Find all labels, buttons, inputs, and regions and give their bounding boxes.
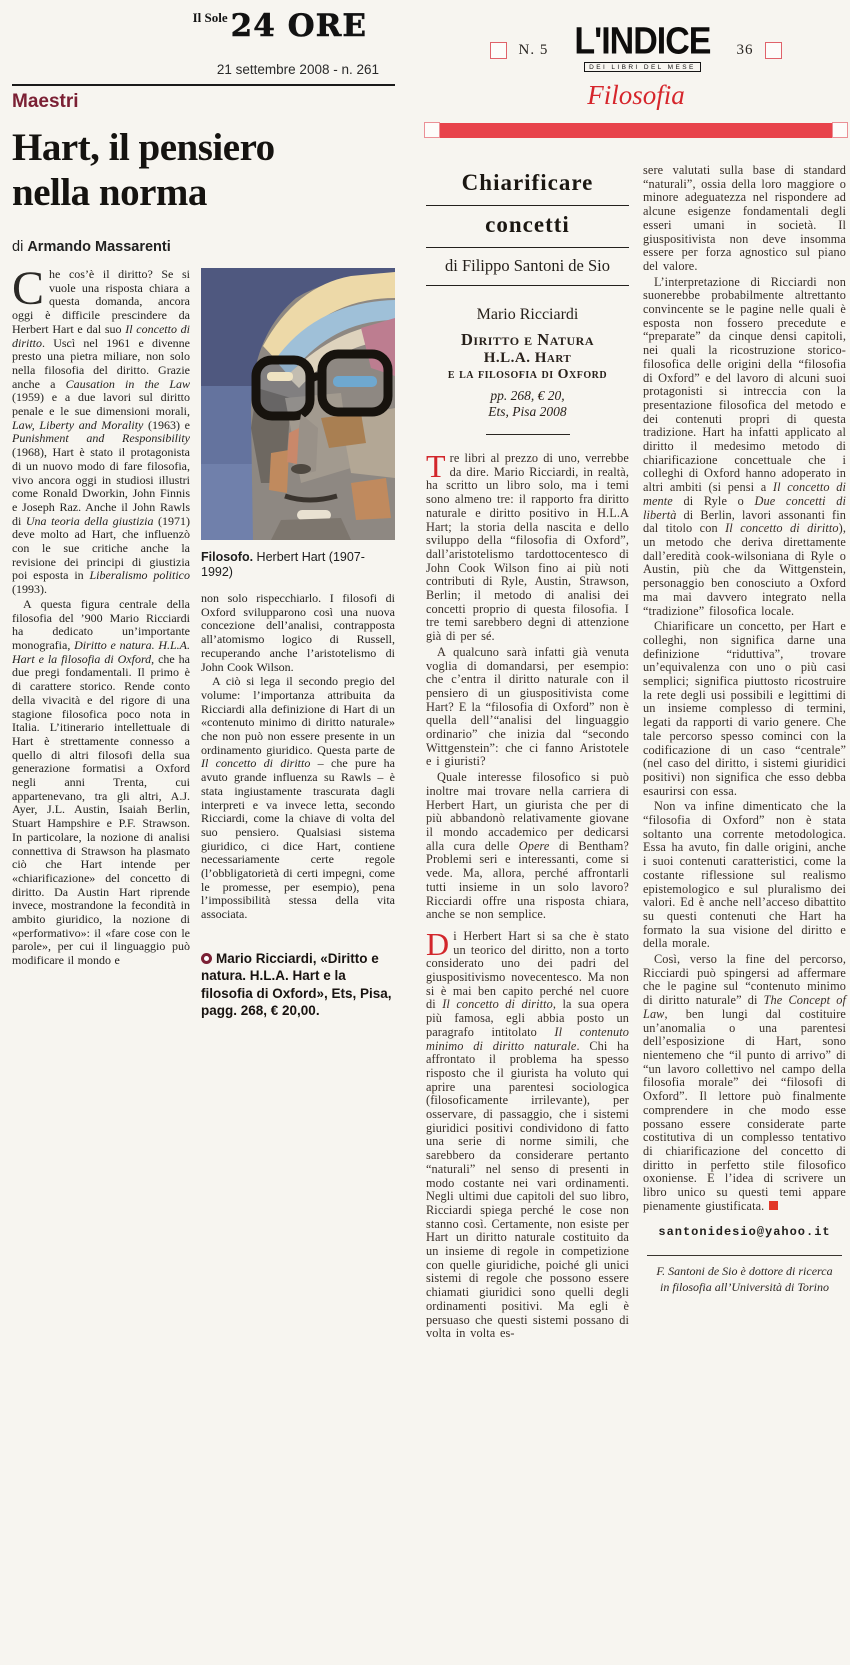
right-article-l-indice	[424, 0, 848, 1665]
bullet-icon	[201, 953, 212, 964]
book-details-publisher: Ets, Pisa 2008	[488, 404, 567, 419]
review-title-line1: Chiarificare	[461, 170, 594, 195]
drop-cap: C	[12, 262, 45, 315]
book-title-line1: Diritto e Natura	[461, 330, 594, 349]
hart-portrait-illustration	[201, 268, 395, 540]
portrait-figure	[201, 268, 395, 580]
drop-cap: T	[426, 448, 446, 484]
photo-caption-lead: Filosofo.	[201, 550, 254, 564]
body-paragraph: Chiarificare un concetto, per Hart e colleghi, non significa darne una definizione “riduttiva”, trovare un’equivalenza con uno o più casi semplici; significa piuttosto ricostruire la rete degli usi possibili e legittimi di un insieme complesso di termini, legati da rapporti di vario genere. Che tale percorso spesso cominci con la codificazione di un caso “centrale” (nel caso del diritto, i sistemi giuridici positivi) non significa che esso debba esaurirsi con essa.	[643, 619, 846, 798]
body-paragraph: A ciò si lega il secondo pregio del volume: l’importanza attribuita da Ricciardi alla definizione di Hart di un «contenuto minimo di diritto naturale» che non può non essere presente in un ordinamento giuridico. Questa parte de Il concetto di diritto – che pure ha avuto grande influenza su Rawls – è stata ingiustamente trascurata dagli interpreti e va invece letta, secondo Ricciardi, come la chiave di volta del suo pensiero. Qualsiasi sistema giuridico, ci dice Hart, contiene necessariamente certe regole (l’obbligatorietà di certi impegni, come le promesse, per esempio), pena l’impossibilità stessa della vita associata.	[201, 674, 395, 922]
masthead-pre-label: Il Sole	[192, 10, 228, 25]
drop-cap: D	[426, 925, 450, 962]
checkbox-square-icon	[765, 42, 782, 59]
body-paragraph: Quale interesse filosofico si può inoltre mai trovare nella carriera di Herbert Hart, un giurista che per di più abbandonò relativamente giovane il mondo accademico per dedicarsi alla cura delle Opere di Bentham? Problemi seri e interessanti, come si vede. Ma, allora, perché affrontarli tutti insieme in un solo lavoro? Ricciardi offre una risposta chiara, anche se non semplice.	[426, 770, 629, 922]
body-paragraph: sere valutati sulla base di standard “naturali”, ossia della loro maggiore o minore adeguatezza nel rispondere ad alcune esigenze fondamentali degli esseri umani in società. Il giuspositivista non deve insomma essere per forza agnostico sul piano del valore.	[643, 163, 846, 273]
body-paragraph: L’interpretazione di Ricciardi non suonerebbe probabilmente altrettanto convincente se le pagine nelle quali è esposta non fossero precedute e “preparate” da cinque densi capitoli, nei quali la ricostruzione storico-filosofica delle origini della “filosofia di Oxford” e del lavoro di alcuni suoi protagonisti si intreccia con la presentazione filosofica del metodo e dei contenuti propri di questa tradizione. Hart ha infatti applicato al diritto il medesimo metodo di chiarificazione concettuale che i colleghi di Oxford hanno adoperato in altri ambiti (si pensi a Il concetto di mente di Ryle o Due concetti di libertà di Berlin, lavori assonanti fin dal titolo con Il concetto di diritto), un metodo che deriva direttamente dall’eredità cook-wilsoniana di Ryle o Austin, più che da Wittgenstein, personaggio ben conosciuto a Oxford ma mai davvero integrato nella “tradizione” filosofica locale.	[643, 274, 847, 618]
divider	[426, 247, 629, 248]
photo-caption	[201, 550, 395, 580]
book-reference	[201, 950, 395, 1020]
author-footnote-line1: F. Santoni de Sio è dottore di ricerca	[656, 1264, 833, 1279]
bar-end-square-icon	[424, 122, 440, 138]
section-title: Filosofia	[587, 80, 685, 110]
divider	[12, 84, 395, 86]
section-red-bar	[424, 122, 848, 138]
left-article-il-sole-24-ore	[12, 8, 395, 1128]
l-indice-logo-subtitle: DEI LIBRI DEL MESE	[584, 62, 701, 72]
red-bar	[440, 123, 832, 138]
body-paragraph: Che cos’è il diritto? Se si vuole una risposta chiara a questa domanda, ancora oggi è difficile prescindere da Herbert Hart e dal suo Il concetto di diritto. Uscì nel 1961 e divenne presto una pietra miliare, non solo nella filosofia del diritto. Grazie anche a Causation in the Law (1959) e a due lavori sul diritto penale e le sue dimensioni morali, Law, Liberty and Morality (1963) e Punishment and Responsibility (1968), Hart è stato il protagonista di un nuovo modo di fare filosofia, vivo ancora oggi in studiosi illustri come Ronald Dworkin, John Finnis e Joseph Raz. Anche il John Rawls di Una teoria della giustizia (1971) deve molto ad Hart, che influenzò con le sue critiche anche la revisione dei principi di giustizia poi esposta in Liberalismo politico (1993).	[12, 262, 191, 597]
right-article-columns	[424, 164, 848, 1341]
right-article-column-1	[426, 164, 629, 1341]
il-sole-24-ore-masthead	[12, 8, 395, 58]
reviewed-book-block	[426, 306, 629, 420]
divider	[486, 434, 570, 435]
body-paragraph: A questa figura centrale della filosofia del ’900 Mario Ricciardi ha dedicato un’importante monografia, Diritto e natura. H.L.A. Hart e la filosofia di Oxford, che ha due pregi fondamentali. Il primo è di carattere storico. Rende conto della vivacità e del rigore di una stagione filosofica poco nota in Italia. L’itinerario intellettuale di Hart è strettamente connesso a quello di altri filosofi della sua generazione formatisi a Oxford negli anni Trenta, cui appartenevano, tra gli altri, A.J. Ayer, J.L. Austin, Isaiah Berlin, Stuart Hampshire e P.F. Strawson. In particolare, la nozione di analisi connettiva di Strawson ha plasmato ciò che Hart intende per «chiarificazione» del concetto di diritto. Da Austin Hart riprende invece, mostrandone la fecondità in ambito giuridico, la nozione di «performativo»: il «fare cose con le parole», per cui il linguaggio può modificare il mondo e	[12, 596, 191, 968]
book-title-line3: e la filosofia di Oxford	[447, 367, 608, 382]
article-end-mark-icon	[769, 1201, 778, 1210]
book-author: Mario Ricciardi	[476, 306, 579, 323]
issue-number: N. 5	[518, 41, 549, 58]
divider	[426, 285, 629, 286]
section-kicker: Maestri	[12, 91, 79, 112]
book-title-line2: H.L.A. Hart	[483, 350, 572, 366]
dateline: 21 settembre 2008 - n. 261	[216, 62, 379, 77]
body-paragraph: Di Herbert Hart si sa che è stato un teorico del diritto, non a torto considerato uno dei padri del giuspositivismo novecentesco. Ma non si è mai ben capito perché nel cuore di Il concetto di diritto, la sua opera più famosa, egli abbia posto un paragrafo intitolato Il contenuto minimo di diritto naturale. Chi ha affrontato il problema ha spesso risposto che il giurista ha voluto qui aprire una parentesi sociologica (filosoficamente irrilevante), per osservare, di passaggio, che i sistemi giuridici positivi condividono di fatto una serie di norme simili, che sarebbero da considerare pertanto “naturali” nel senso di presenti in modo costante nei vari ordinamenti. Negli ultimi due capitoli del suo libro, Ricciardi spiega perché le cose non stanno così. Certamente, non esiste per Hart un diritto naturale costituito da un insieme di regole in competizione con quelle giuridiche, poiché gli unici sistemi di regole che possono essere chiamati giuridici sono quelli degli ordinamenti positivi. Ma egli è persuaso che questi sistemi possano di volta in volta es-	[426, 925, 629, 1341]
body-paragraph: Così, verso la fine del percorso, Ricciardi può spingersi ad affermare che le pagine sul “contenuto minimo di diritto naturale” di The Concept of Law, ben lungi dal costituire un’anomalia o una parentesi dell’esposizione di Hart, sono nientemeno che “il punto di arrivo” di “un lavoro collettivo nel campo della filosofia morale” dei “filosofi di Oxford”. Il lettore può finalmente comprendere in che modo esse possano essere considerate parte costitutiva di un complesso tentativo di chiarificazione del concetto di diritto in perfetto stile filosofico oxoniense. E l’idea di scrivere un libro unico su questi temi appare pienamente giustificata.	[643, 952, 846, 1213]
book-reference-text: Mario Ricciardi, «Diritto e natura. H.L.A. Hart e la filosofia di Oxford», Ets, Pisa, pagg. 268, € 20,00.	[201, 950, 392, 1019]
book-details-pages-price: pp. 268, € 20,	[490, 388, 565, 403]
il-sole-24-ore-logo: 24 ORE	[230, 8, 367, 44]
bar-end-square-icon	[832, 122, 848, 138]
left-article-column-2	[201, 268, 395, 1020]
l-indice-header	[424, 0, 848, 74]
l-indice-logo-text: L'INDICE	[574, 19, 711, 63]
body-paragraph: non solo rispecchiarlo. I filosofi di Oxford svilupparono così una nuova concezione dell’analisi, contrapposta all’atomismo logico di Russell, recuperando anche l’aristotelismo di John Cook Wilson.	[201, 591, 395, 674]
article-headline: Hart, il pensiero nella norma	[12, 126, 275, 214]
left-article-columns	[12, 262, 395, 1020]
l-indice-logo	[574, 19, 711, 74]
review-byline: di Filippo Santoni de Sio	[444, 256, 611, 275]
author-footnote-line2: in filosofia all’Università di Torino	[660, 1279, 829, 1294]
byline	[12, 239, 395, 255]
divider	[647, 1255, 842, 1256]
body-paragraph: A qualcuno sarà infatti già venuta voglia di domandarsi, per esempio: che c’entra il diritto naturale con il pensiero di un giuspositivista come Hart? E la “filosofia di Oxford” non è quella dell’“analisi del linguaggio ordinario” che inizia dal “secondo Wittgenstein”: che ci fanno Aristotele e i giuristi?	[426, 644, 629, 769]
review-title-line2: concetti	[485, 212, 570, 237]
author-footnote	[643, 1264, 846, 1295]
page-number: 36	[736, 41, 754, 58]
divider	[426, 205, 629, 206]
left-article-column-1	[12, 262, 191, 1020]
byline-prefix: di	[12, 239, 28, 255]
body-paragraph: Tre libri al prezzo di uno, verrebbe da dire. Mario Ricciardi, in realtà, ha scritto un libro solo, ma i temi sono almeno tre: il rapporto fra diritto naturale e diritto positivo in H.L.A Hart; la storia della nascita e dello sviluppo della “filosofia di Oxford”, dall’aristotelismo tardottocentesco di John Cook Wilson fino ai più noti contributi di Ryle, Austin, Strawson, Berlin; il metodo di analisi dei concetti proprio di questa filosofia. I tre temi sarebbero degni di attenzione già di per sé.	[426, 448, 629, 644]
byline-author: Armando Massarenti	[27, 239, 171, 255]
right-article-column-2	[643, 164, 846, 1341]
photo-caption-text: Herbert Hart (1907-1992)	[201, 550, 365, 579]
body-paragraph: Non va infine dimenticato che la “filosofia di Oxford” non è stata soltanto una corrente metodologica. Essa ha avuto, fin dalle origini, anche i suoi contenuti caratteristici, come la costante riflessione sul realismo epistemologico e sul pluralismo dei valori. Ed è anche nell’acceso dibattito su questi contenuti che Hart ha formato la sua visione del diritto e della morale.	[643, 799, 846, 951]
author-email: santonidesio@yahoo.it	[658, 1225, 831, 1240]
checkbox-square-icon	[490, 42, 507, 59]
